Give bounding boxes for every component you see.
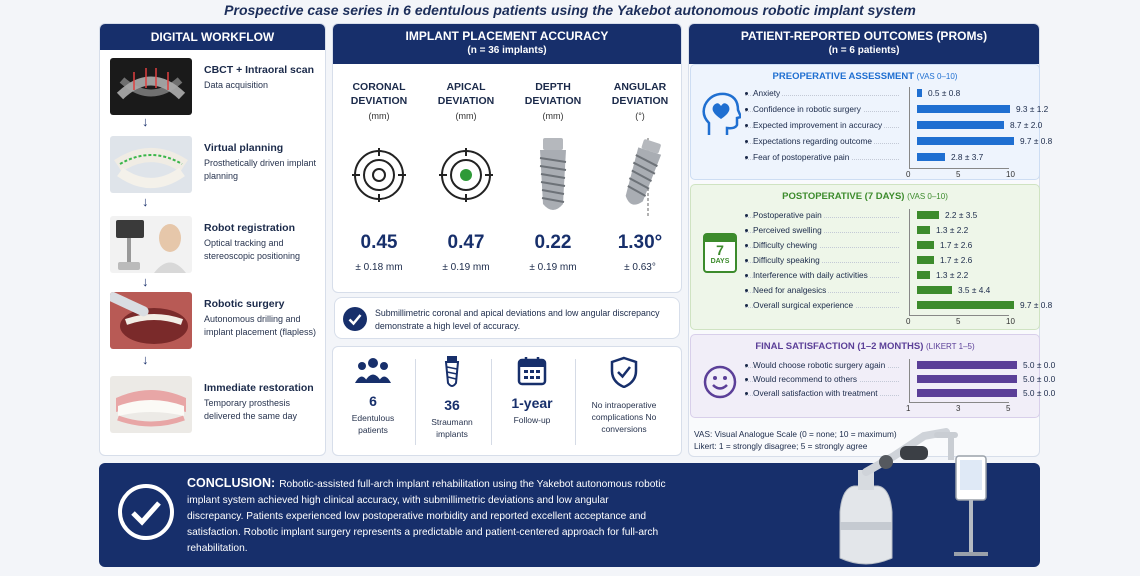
prom-row [745, 373, 1056, 387]
smiley-icon [703, 365, 737, 399]
x-axis [909, 402, 1009, 403]
workflow-step-title: Robotic surgery [204, 298, 285, 310]
head-heart-icon [701, 91, 741, 137]
preop-title-text: PREOPERATIVE ASSESSMENT [772, 71, 915, 82]
prom-bar [917, 137, 1014, 145]
measure-unit: (mm) [368, 111, 390, 121]
prom-row [745, 254, 1035, 268]
postop-title-text: POSTOPERATIVE (7 DAYS) [782, 191, 905, 202]
prom-label: Expected improvement in accuracy [753, 120, 883, 130]
postop-title [691, 191, 1039, 202]
conclusion-heading: CONCLUSION: [187, 476, 276, 490]
bullet-icon [745, 364, 748, 367]
workflow-step-planning [110, 136, 320, 196]
people-icon [355, 356, 391, 384]
measure-name: CORONAL [352, 81, 406, 93]
prom-row [745, 359, 1056, 373]
workflow-panel [99, 23, 326, 456]
final-scale: (LIKERT 1–5) [926, 342, 975, 351]
preop-title [691, 71, 1039, 82]
x-tick-label: 10 [1006, 317, 1015, 326]
prom-bar [917, 301, 1014, 309]
final-section [690, 334, 1056, 418]
depth-mean: 0.22 [534, 232, 572, 253]
cbct-scan-image [110, 58, 192, 115]
footnote-vas: VAS: Visual Analogue Scale (0 = none; 10 = maximum) [694, 429, 897, 439]
workflow-step-desc: Data acquisition [204, 80, 269, 90]
prom-value: 9.7 ± 0.8 [1020, 300, 1053, 310]
apical-deviation-header [427, 80, 505, 121]
robot-illustration [826, 426, 1016, 572]
workflow-step-desc: Autonomous drilling and implant placement (flapless) [204, 314, 317, 337]
prom-value: 3.5 ± 4.4 [958, 285, 991, 295]
proms-heading: PATIENT-REPORTED OUTCOMES (PROMs) [740, 29, 988, 43]
restoration-image [110, 376, 192, 433]
x-tick-label: 5 [956, 170, 961, 179]
workflow-step-desc: Temporary prosthesis delivered the same day [204, 398, 298, 421]
prom-row [745, 239, 1035, 253]
down-arrow-icon: ↓ [142, 114, 149, 129]
calendar-number: 7 [716, 242, 724, 258]
coronal-sd: ± 0.18 mm [355, 262, 403, 273]
bullet-icon [745, 274, 748, 277]
prom-value: 1.3 ± 2.2 [936, 225, 969, 235]
y-axis [909, 359, 910, 402]
x-tick-label: 1 [906, 404, 911, 413]
angular-mean: 1.30° [617, 232, 663, 253]
prom-bar [917, 256, 934, 264]
prom-value: 5.0 ± 0.0 [1023, 360, 1056, 370]
angled-implant-icon [612, 138, 668, 216]
prom-label: Need for analgesics [753, 285, 827, 295]
bullet-icon [745, 392, 748, 395]
stat-value: 6 [369, 393, 377, 409]
prom-bar [917, 211, 939, 219]
prom-label: Postoperative pain [753, 210, 822, 220]
stat-label: Follow-up [513, 415, 551, 425]
measure-name: DEVIATION [611, 95, 669, 107]
final-title [691, 341, 1039, 352]
workflow-step-title: Virtual planning [204, 142, 284, 154]
measure-name: DEVIATION [524, 95, 582, 107]
prom-bar [917, 226, 930, 234]
x-tick-label: 5 [956, 317, 961, 326]
prom-value: 2.2 ± 3.5 [945, 210, 978, 220]
x-axis [909, 315, 1009, 316]
final-title-text: FINAL SATISFACTION (1–2 MONTHS) [755, 341, 924, 352]
workflow-step-restoration [110, 376, 320, 436]
down-arrow-icon: ↓ [142, 194, 149, 209]
down-arrow-icon: ↓ [142, 274, 149, 289]
prom-value: 5.0 ± 0.0 [1023, 388, 1056, 398]
calendar-top [705, 235, 735, 242]
preop-scale: (VAS 0–10) [916, 72, 958, 81]
apical-mean: 0.47 [447, 232, 485, 253]
accuracy-subheading: (n = 36 implants) [467, 45, 547, 56]
prom-row [745, 269, 1035, 283]
footnote-likert: Likert: 1 = strongly disagree; 5 = strongly agree [694, 441, 868, 451]
bullet-icon [745, 156, 748, 159]
prom-row [745, 151, 1035, 165]
workflow-heading: DIGITAL WORKFLOW [100, 24, 325, 50]
prom-row [745, 387, 1056, 401]
prom-value: 9.3 ± 1.2 [1016, 104, 1049, 114]
stat-label: Edentulous patients [351, 413, 395, 435]
workflow-step-registration [110, 216, 320, 276]
bullet-icon [745, 214, 748, 217]
calendar-icon [517, 356, 547, 386]
measure-name: DEVIATION [437, 95, 495, 107]
accuracy-heading: IMPLANT PLACEMENT ACCURACY [405, 29, 609, 43]
stat-value: 36 [444, 397, 460, 413]
prom-label: Difficulty speaking [753, 255, 820, 265]
implant-icon [444, 356, 460, 388]
workflow-step-desc: Optical tracking and stereoscopic positioning [204, 238, 301, 261]
prom-label: Difficulty chewing [753, 240, 817, 250]
prom-value: 1.3 ± 2.2 [936, 270, 969, 280]
implant-icon [530, 138, 576, 216]
virtual-planning-image [110, 136, 192, 193]
proms-header [689, 24, 1039, 64]
prom-bar [917, 105, 1010, 113]
prom-bar [917, 361, 1017, 369]
angular-deviation-header [601, 80, 679, 121]
prom-row [745, 299, 1053, 313]
prom-value: 1.7 ± 2.6 [940, 240, 973, 250]
calendar-label: DAYS [710, 258, 730, 265]
depth-deviation-header [514, 80, 592, 121]
preop-section [690, 64, 1053, 180]
bullet-icon [745, 304, 748, 307]
prom-row [745, 224, 1035, 238]
prom-value: 9.7 ± 0.8 [1020, 136, 1053, 146]
depth-sd: ± 0.19 mm [529, 262, 577, 273]
page-title: Prospective case series in 6 edentulous patients using the Yakebot autonomous robotic implant system [224, 2, 916, 18]
robotic-surgery-image [110, 292, 192, 349]
prom-label: Overall surgical experience [753, 300, 854, 310]
measure-unit: (°) [635, 111, 645, 121]
stat-implants [412, 356, 492, 440]
prom-label: Would choose robotic surgery again [753, 360, 886, 370]
bullet-icon [745, 124, 748, 127]
conclusion-text: Robotic-assisted full-arch implant rehabilitation using the Yakebot autonomous robotic implant system achieved high clinical accuracy, with submillimetric deviations and low angular discrepancy. Patients experienced low postoperative morbidity and reported excellent acceptance and satisfaction. Robotic implant surgery represents a predictable and patient-centered approach for full-arch rehabilitation. [187, 479, 666, 554]
stat-label: Straumann implants [431, 417, 473, 439]
target-center-icon [439, 148, 493, 202]
angular-sd: ± 0.63° [624, 262, 656, 273]
stat-label: No intraoperative complications No conversions [591, 400, 657, 434]
workflow-step-title: CBCT + Intraoral scan [204, 64, 314, 76]
prom-label: Fear of postoperative pain [753, 152, 850, 162]
stat-patients [333, 356, 413, 436]
bullet-icon [745, 378, 748, 381]
coronal-mean: 0.45 [360, 232, 398, 253]
prom-bar [917, 286, 952, 294]
measure-unit: (mm) [455, 111, 477, 121]
accuracy-note-text: Submillimetric coronal and apical deviations and low angular discrepancy demonstrate a high level of accuracy. [375, 308, 660, 331]
prom-label: Interference with daily activities [753, 270, 868, 280]
prom-row [745, 284, 1035, 298]
check-circle-icon [343, 307, 367, 331]
bullet-icon [745, 289, 748, 292]
prom-row [745, 103, 1049, 117]
workflow-step-scan [110, 58, 320, 118]
prom-label: Expectations regarding outcome [753, 136, 872, 146]
prom-label: Perceived swelling [753, 225, 822, 235]
prom-row [745, 209, 1035, 223]
bullet-icon [745, 259, 748, 262]
prom-value: 0.5 ± 0.8 [928, 88, 961, 98]
measure-name: APICAL [446, 81, 486, 93]
prom-label: Overall satisfaction with treatment [753, 388, 878, 398]
robot-registration-image [110, 216, 192, 273]
x-axis [909, 168, 1009, 169]
shield-check-icon [610, 356, 638, 388]
apical-sd: ± 0.19 mm [442, 262, 490, 273]
bullet-icon [745, 108, 748, 111]
target-icon [352, 148, 406, 202]
workflow-step-title: Immediate restoration [204, 382, 314, 394]
conclusion-text-block [187, 475, 667, 557]
prom-label: Would recommend to others [753, 374, 858, 384]
x-tick-label: 0 [906, 170, 911, 179]
workflow-step-title: Robot registration [204, 222, 295, 234]
prom-label: Confidence in robotic surgery [753, 104, 861, 114]
prom-bar [917, 271, 930, 279]
y-axis [909, 209, 910, 315]
coronal-deviation-header [340, 80, 418, 121]
workflow-step-surgery [110, 292, 320, 352]
prom-bar [917, 375, 1017, 383]
workflow-step-desc: Prosthetically driven implant planning [204, 158, 317, 181]
prom-value: 1.7 ± 2.6 [940, 255, 973, 265]
calendar-7-days-icon [703, 233, 737, 273]
prom-label: Anxiety [753, 88, 781, 98]
prom-bar [917, 389, 1017, 397]
prom-row [745, 87, 1035, 101]
prom-bar [917, 153, 945, 161]
x-tick-label: 5 [1006, 404, 1011, 413]
accuracy-note [334, 297, 680, 339]
prom-value: 8.7 ± 2.0 [1010, 120, 1043, 130]
y-axis [909, 87, 910, 168]
stat-followup [492, 356, 572, 426]
down-arrow-icon: ↓ [142, 352, 149, 367]
proms-subheading: (n = 6 patients) [828, 45, 900, 56]
stat-value: 1-year [511, 395, 553, 411]
bullet-icon [745, 229, 748, 232]
x-tick-label: 0 [906, 317, 911, 326]
measure-unit: (mm) [542, 111, 564, 121]
prom-bar [917, 241, 934, 249]
bullet-icon [745, 92, 748, 95]
prom-bar [917, 121, 1004, 129]
measure-name: ANGULAR [613, 81, 667, 93]
prom-value: 5.0 ± 0.0 [1023, 374, 1056, 384]
stat-complications [576, 356, 672, 435]
prom-value: 2.8 ± 3.7 [951, 152, 984, 162]
accuracy-header [333, 24, 681, 64]
measure-name: DEVIATION [350, 95, 408, 107]
prom-row [745, 119, 1043, 133]
prom-row [745, 135, 1053, 149]
measure-name: DEPTH [535, 81, 571, 93]
postop-section [690, 184, 1053, 330]
x-tick-label: 10 [1006, 170, 1015, 179]
x-tick-label: 3 [956, 404, 961, 413]
bullet-icon [745, 140, 748, 143]
prom-bar [917, 89, 922, 97]
check-circle-icon [117, 483, 175, 541]
bullet-icon [745, 244, 748, 247]
postop-scale: (VAS 0–10) [907, 192, 948, 201]
